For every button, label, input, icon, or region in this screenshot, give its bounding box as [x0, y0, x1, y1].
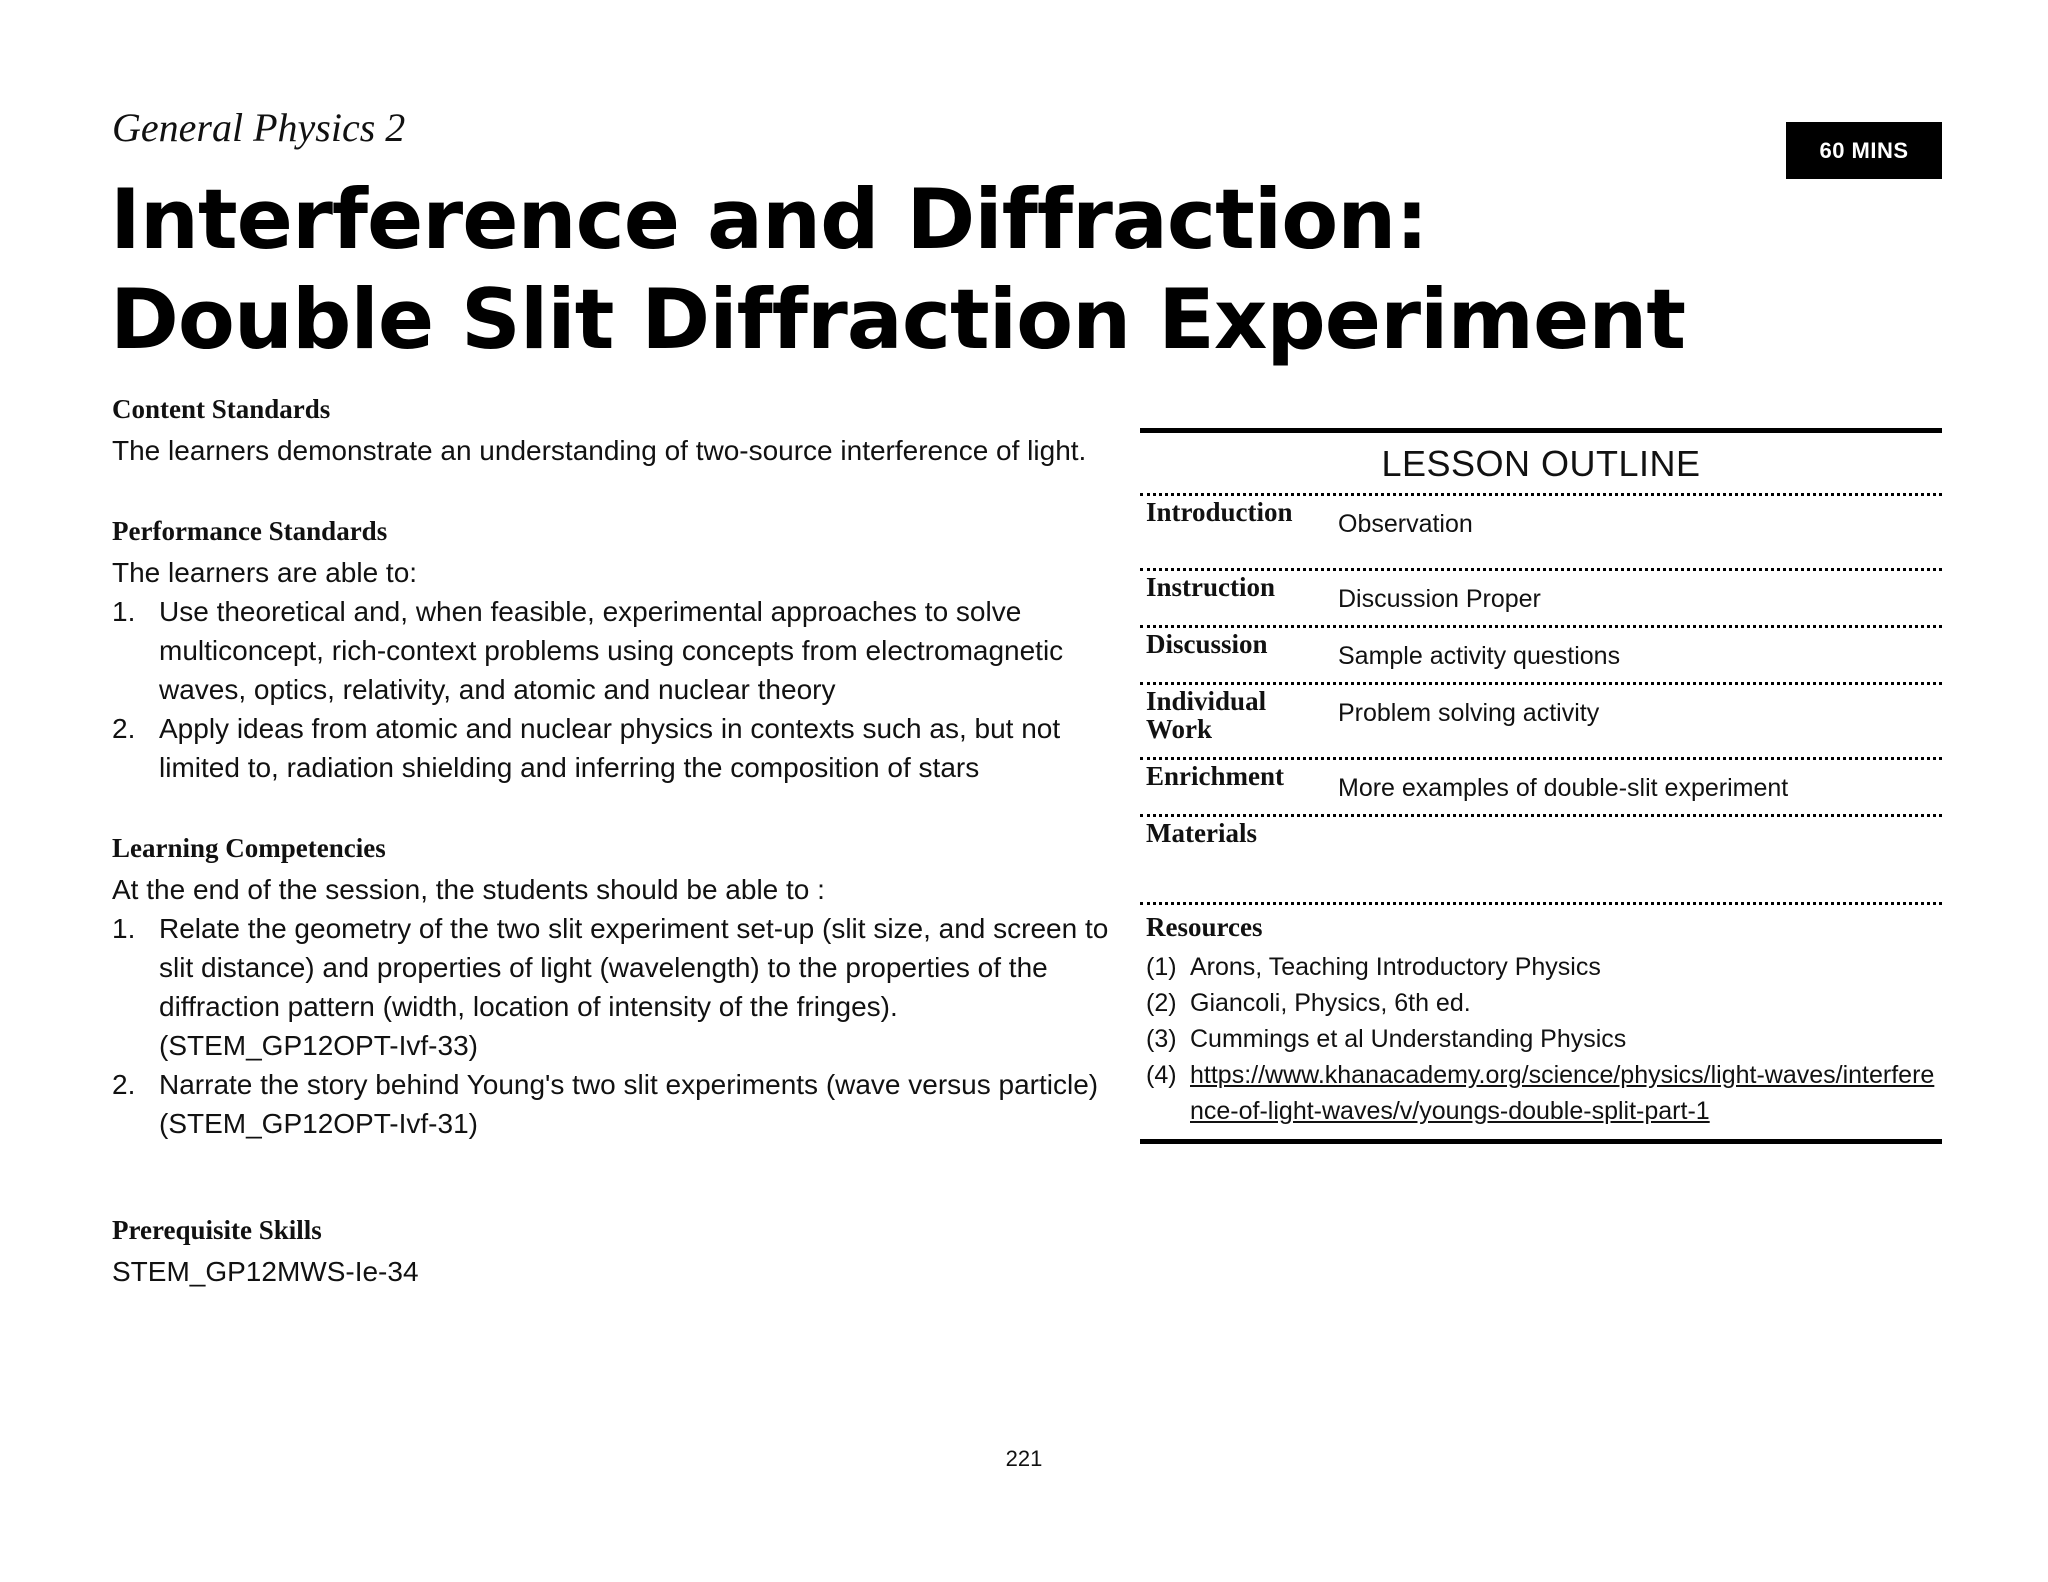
resources-list: [1146, 949, 1936, 1129]
resources-heading: Resources: [1146, 912, 1263, 942]
content-standards-text: The learners demonstrate an understanding of two-source interference of light.: [112, 435, 1087, 466]
learning-competencies-section: [112, 833, 1122, 1143]
resources-section: [1140, 905, 1942, 1139]
list-number: 1.: [112, 913, 136, 944]
performance-standards-list: [112, 592, 1122, 787]
outline-row-enrichment: [1140, 760, 1942, 817]
resource-number: (4): [1146, 1061, 1177, 1089]
outline-label: Materials: [1146, 818, 1257, 848]
outline-label: Introduction: [1146, 497, 1293, 527]
lesson-outline-box: [1140, 428, 1942, 1144]
learning-competencies-list: [112, 909, 1122, 1143]
performance-standards-section: [112, 516, 1122, 787]
outline-label: Individual Work: [1146, 686, 1267, 744]
resource-number: (3): [1146, 1025, 1177, 1053]
outline-row-individual-work: [1140, 685, 1942, 760]
learning-competencies-heading: Learning Competencies: [112, 833, 386, 863]
lesson-title: Interference and Diffraction: Double Slit Diffraction Experiment: [110, 171, 1686, 368]
prerequisite-text: STEM_GP12MWS-Ie-34: [112, 1256, 419, 1287]
resource-link[interactable]: https://www.khanacademy.org/science/physics/light-waves/interference-of-light-waves/v/youngs-double-split-part-1: [1190, 1061, 1935, 1125]
resource-number: (1): [1146, 953, 1177, 981]
list-number: 2.: [112, 713, 136, 744]
outline-label: Instruction: [1146, 572, 1276, 602]
outline-label: Enrichment: [1146, 761, 1284, 791]
subject-title: General Physics 2: [112, 105, 406, 150]
resource-text: Giancoli, Physics, 6th ed.: [1190, 989, 1471, 1017]
resource-item: [1146, 1021, 1936, 1057]
performance-standards-heading: Performance Standards: [112, 516, 388, 546]
list-number: 1.: [112, 596, 136, 627]
performance-standards-intro: The learners are able to:: [112, 557, 418, 588]
list-item: [112, 592, 1122, 709]
list-item: [112, 909, 1122, 1065]
outline-value: Observation: [1338, 510, 1473, 538]
list-item: [112, 1065, 1122, 1143]
outline-value: More examples of double-slit experiment: [1338, 774, 1789, 802]
resource-item: [1146, 949, 1936, 985]
prerequisite-heading: Prerequisite Skills: [112, 1215, 322, 1245]
content-standards-heading: Content Standards: [112, 394, 331, 424]
list-text: Narrate the story behind Young's two slit experiments (wave versus particle) (STEM_GP12OPT-Ivf-31): [159, 1069, 1099, 1139]
outline-row-materials: [1140, 817, 1942, 905]
resource-number: (2): [1146, 989, 1177, 1017]
left-column: [112, 394, 1122, 1291]
page-number: 221: [1005, 1446, 1043, 1471]
prerequisite-section: [112, 1215, 1122, 1291]
outline-row-instruction: [1140, 571, 1942, 628]
outline-value: Problem solving activity: [1338, 699, 1600, 727]
duration-badge: 60 MINS: [1786, 122, 1942, 179]
resource-item: [1146, 985, 1936, 1021]
list-item: [112, 709, 1122, 787]
outline-value: Sample activity questions: [1338, 642, 1621, 670]
lesson-outline-title: LESSON OUTLINE: [1140, 433, 1942, 496]
outline-value: [1338, 817, 1942, 902]
content-standards-section: [112, 394, 1122, 470]
resource-item: [1146, 1057, 1936, 1129]
outline-row-discussion: [1140, 628, 1942, 685]
learning-competencies-intro: At the end of the session, the students should be able to :: [112, 874, 825, 905]
list-number: 2.: [112, 1069, 136, 1100]
list-text: Apply ideas from atomic and nuclear physics in contexts such as, but not limited to, radiation shielding and inferring the composition of stars: [159, 713, 1061, 783]
resource-text: Arons, Teaching Introductory Physics: [1190, 953, 1601, 981]
outline-row-introduction: [1140, 496, 1942, 571]
resource-text: Cummings et al Understanding Physics: [1190, 1025, 1627, 1053]
list-text: Relate the geometry of the two slit experiment set-up (slit size, and screen to slit distance) and properties of light (wavelength) to the properties of the diffraction pattern (width, location of intensity of the fringes). (STEM_GP12OPT-Ivf-33): [159, 913, 1109, 1061]
outline-label: Discussion: [1146, 629, 1268, 659]
list-text: Use theoretical and, when feasible, experimental approaches to solve multiconcept, rich-context problems using concepts from electromagnetic waves, optics, relativity, and atomic and nuclear theory: [159, 596, 1064, 705]
outline-value: Discussion Proper: [1338, 585, 1541, 613]
